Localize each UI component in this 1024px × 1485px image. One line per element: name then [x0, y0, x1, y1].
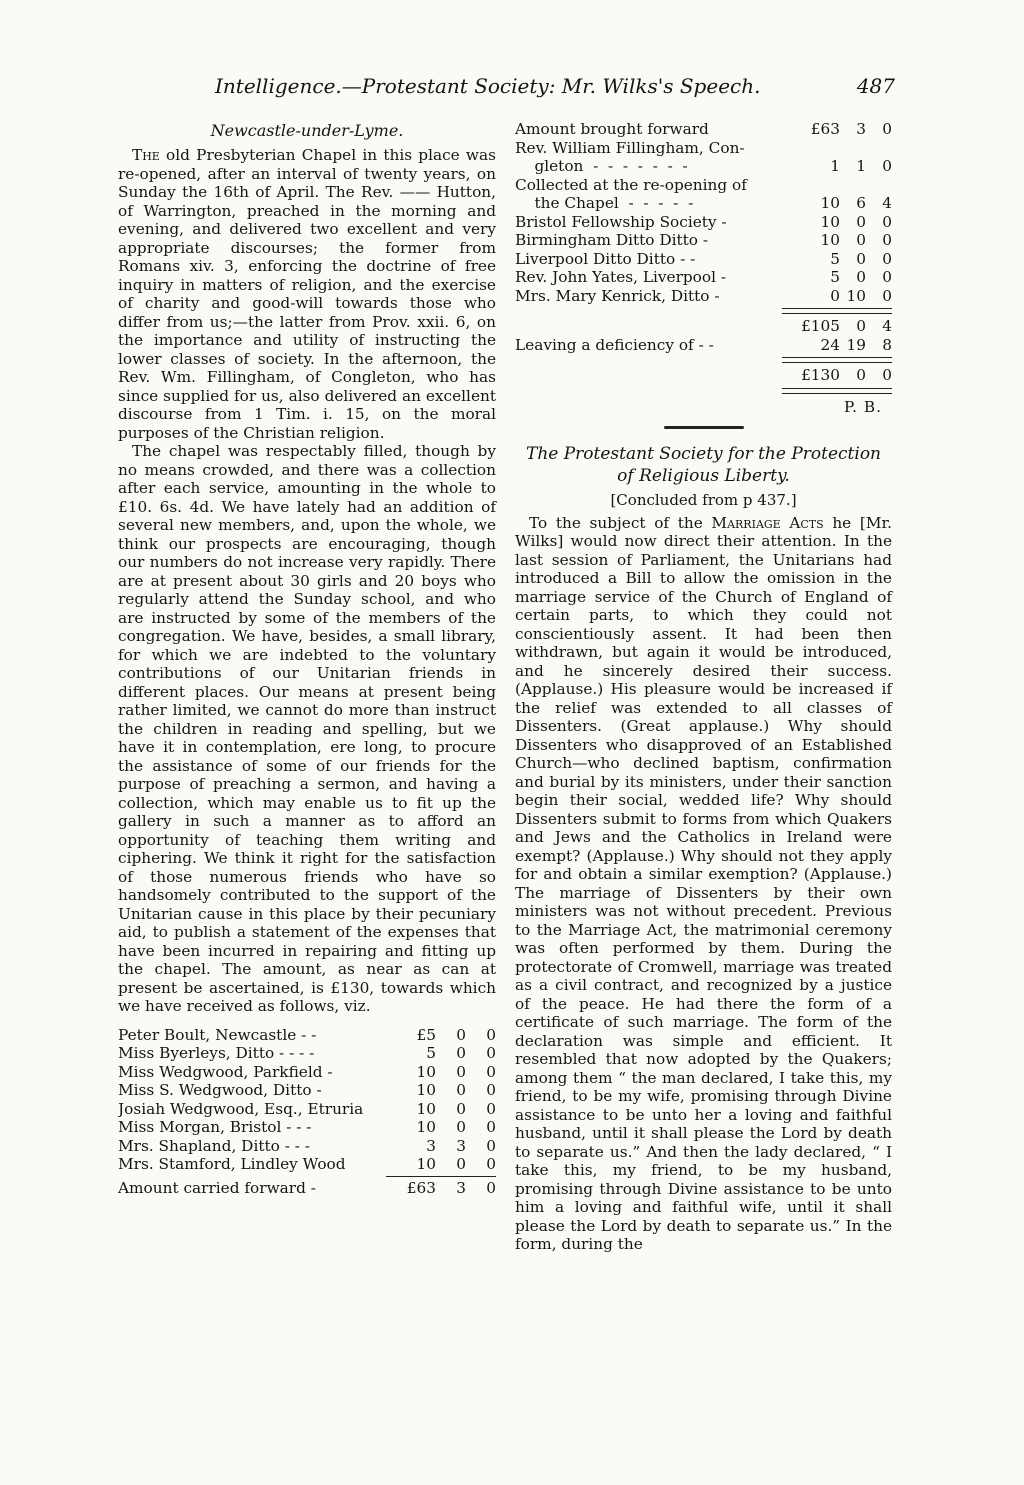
ledger-shillings: 0	[456, 1044, 466, 1062]
page-number: 487	[856, 74, 895, 98]
ledger-row	[118, 1063, 496, 1082]
ledger-pence: 0	[882, 157, 892, 175]
subscription-ledger-continued	[515, 120, 892, 394]
right-column	[515, 120, 892, 1254]
ledger-name: Leaving a deficiency of - -	[515, 335, 714, 354]
ledger-shillings: 0	[856, 212, 866, 231]
ledger-row	[118, 1044, 496, 1063]
ledger-name: Miss Byerleys, Ditto - - - -	[118, 1044, 315, 1062]
ledger-pence: 0	[486, 1178, 496, 1197]
ledger-shillings: 3	[856, 120, 866, 138]
ledger-pence: 0	[882, 120, 892, 138]
ledger-name: Mrs. Shapland, Ditto - - -	[118, 1136, 310, 1155]
paragraph	[118, 146, 496, 442]
ledger-row	[515, 157, 892, 176]
ledger-pounds: £105	[801, 317, 840, 335]
ledger-shillings: 0	[856, 231, 866, 249]
ledger-pounds: 24	[820, 335, 840, 354]
ledger-pounds: 10	[416, 1099, 436, 1118]
ledger-shillings: 0	[456, 1025, 466, 1044]
ledger-shillings: 3	[456, 1136, 466, 1155]
ledger-pounds: £5	[416, 1025, 436, 1044]
concluded-note: [Concluded from p 437.]	[610, 490, 797, 509]
ledger-name: Mrs. Mary Kenrick, Ditto -	[515, 286, 720, 305]
sum-rule	[386, 1176, 496, 1177]
ledger-name: Mrs. Stamford, Lindley Wood	[118, 1155, 346, 1173]
paragraph-text: old Presbyterian Chapel in this place was re-opened, after an interval of twenty years, on Sunday the 16th of April. The Rev. —— Hutton, of Warrington, preached in the morning and evening, and delivered two excellent and very appropriate discourses; the former from Romans xiv. 3, enforcing the doctrine of free inquiry in matters of religion, and the exercise of charity and good-will towards those who differ from us;—the latter from Prov. xxii. 6, on the importance and utility of instructing the lower classes of society. In the afternoon, the Rev. Wm. Fillingham, of Congleton, who has since supplied for us, also delivered an excellent discourse from 1 Tim. i. 15, on the moral purposes of the Christian religion.	[118, 146, 496, 442]
ledger-pounds: 10	[416, 1081, 436, 1099]
ledger-pence: 0	[882, 268, 892, 286]
ledger-pounds: 5	[426, 1044, 436, 1062]
section-title-newcastle: Newcastle-under-Lyme.	[210, 121, 404, 140]
ledger-row	[118, 1081, 496, 1100]
sum-rule	[782, 357, 892, 363]
ledger-name: Liverpool Ditto Ditto - -	[515, 249, 696, 268]
paragraph-text: he [Mr. Wilks] would now direct their attention. In the last session of Parliament, the Unitarians had introduced a Bill to allow the omission in the marriage service of the Church of England of certain parts, to which they could not conscientiously assent. It had been then withdrawn, but again it would be introduced, and he sincerely desired their success. (Applause.) His pleasure would be increased if the relief was extended to all classes of Dissenters. (Great applause.) Why should Dissenters who disapproved of an Established Church—who declined baptism, confirmation and burial by its ministers, under their sanction begin their social, wedded life? Why should Dissenters submit to forms from which Quakers and Jews and the Catholics in Ireland were exempt? (Applause.) Why should not they apply for and obtain a similar exemption? (Applause.) The marriage of Dissenters by their own ministers was not without precedent. Previous to the Marriage Act, the matrimonial ceremony was often performed by them. During the protectorate of Cromwell, marriage was treated as a civil contract, and recognized by a justice of the peace. He had there the form of a certificate of such marriage. The form of the declaration was simple and efficient. It resembled that now adopted by the Quakers; among them “ the man declared, I take this, my friend, to be my wife, promising through Divine assistance to be unto her a loving and faithful husband, until it shall please the Lord by death to separate us.” And then the lady declared, “ I take this, my friend, to be my husband, promising through Divine assistance to be unto him a loving and faithful wife, until it shall please the Lord by death to separate us.” In the form, during the	[515, 513, 893, 1253]
ledger-carried-row	[118, 1179, 496, 1198]
ledger-pounds: 5	[830, 249, 840, 268]
ledger-name: Amount brought forward	[515, 120, 709, 138]
smallcaps-text: Marriage Acts	[711, 513, 824, 532]
ledger-row	[515, 268, 892, 287]
ledger-row	[515, 176, 892, 195]
ledger-name: Josiah Wedgwood, Esq., Etruria	[118, 1099, 364, 1118]
ledger-row	[118, 1118, 496, 1137]
ledger-pounds: 10	[820, 194, 840, 212]
ledger-name: Collected at the re-opening of	[515, 175, 747, 194]
ledger-shillings: 19	[846, 335, 866, 354]
lead-word: The	[132, 146, 160, 164]
page-header	[215, 74, 895, 104]
ledger-shillings: 10	[846, 286, 866, 305]
ledger-pounds: 1	[830, 157, 840, 175]
ledger-pence: 0	[882, 212, 892, 231]
ledger-pence: 0	[882, 286, 892, 305]
ledger-shillings: 6	[856, 194, 866, 212]
ledger-row	[118, 1100, 496, 1119]
ledger-row	[515, 231, 892, 250]
ledger-shillings: 0	[456, 1062, 466, 1081]
ledger-total-row	[515, 366, 892, 385]
ledger-pence: 0	[486, 1044, 496, 1062]
ledger-pounds: £63	[406, 1178, 436, 1197]
ledger-name: Amount carried forward -	[118, 1178, 316, 1197]
ledger-row	[515, 287, 892, 306]
ledger-row	[515, 213, 892, 232]
ledger-pence: 0	[486, 1081, 496, 1099]
ledger-pence: 0	[486, 1062, 496, 1081]
ledger-row	[118, 1155, 496, 1174]
ledger-shillings: 0	[456, 1081, 466, 1099]
ledger-shillings: 0	[456, 1155, 466, 1173]
sum-rule	[782, 308, 892, 314]
ledger-name: Miss S. Wedgwood, Ditto -	[118, 1081, 322, 1099]
ledger-subtotal-row	[515, 317, 892, 336]
ledger-row	[118, 1026, 496, 1045]
ledger-name: Miss Morgan, Bristol - - -	[118, 1118, 312, 1136]
left-column	[118, 120, 496, 1197]
ledger-name: Rev. William Fillingham, Con-	[515, 138, 745, 157]
ledger-pounds: £130	[801, 366, 840, 384]
ledger-pence: 0	[882, 249, 892, 268]
section-divider	[664, 426, 744, 429]
ledger-pence: 0	[882, 231, 892, 249]
running-title: Intelligence.—Protestant Society: Mr. Wilks's Speech.	[215, 74, 761, 98]
ledger-deficiency-row	[515, 336, 892, 355]
ledger-pence: 0	[486, 1099, 496, 1118]
ledger-shillings: 0	[856, 366, 866, 384]
ledger-shillings: 0	[856, 317, 866, 335]
paragraph: The chapel was respectably filled, though by no means crowded, and there was a collection after each service, amounting in the whole to £10. 6s. 4d. We have lately had an addition of several new members, and, upon the whole, we think our prospects are encouraging, though our numbers do not increase very rapidly. There are at present about 30 girls and 20 boys who regularly attend the Sunday school, and who are instructed by some of the members of the congregation. We have, besides, a small library, for which we are indebted to the voluntary contributions of our Unitarian friends in different places. Our means at present being rather limited, we cannot do more than instruct the children in reading and spelling, but we have it in contemplation, ere long, to procure the assistance of some of our friends for the purpose of preaching a sermon, and having a collection, which may enable us to fit up the gallery in such a manner as to afford an opportunity of teaching them writing and ciphering. We think it right for the satisfaction of those numerous friends who have so handsomely contributed to the support of the Unitarian cause in this place by their pecuniary aid, to publish a statement of the expenses that have been incurred in repairing and fitting up the chapel. The amount, as near as can at present be ascertained, is £130, towards which we have received as follows, viz.	[118, 442, 496, 1015]
ledger-shillings: 0	[456, 1118, 466, 1136]
ledger-pounds: 0	[830, 286, 840, 305]
ledger-name: gleton - - - - - - -	[515, 157, 688, 175]
ledger-pounds: 5	[830, 268, 840, 286]
ledger-shillings: 1	[856, 157, 866, 175]
ledger-row	[515, 194, 892, 213]
ledger-pence: 0	[486, 1118, 496, 1136]
subscription-ledger	[118, 1026, 496, 1198]
paragraph	[515, 514, 892, 1254]
ledger-pence: 4	[882, 317, 892, 335]
ledger-name: Peter Boult, Newcastle - -	[118, 1025, 317, 1044]
ledger-pence: 0	[486, 1136, 496, 1155]
ledger-pounds: 10	[820, 231, 840, 249]
ledger-pence: 0	[486, 1155, 496, 1173]
ledger-pence: 0	[486, 1025, 496, 1044]
lead-text: To the subject of the	[529, 513, 712, 532]
ledger-row	[118, 1137, 496, 1156]
ledger-pence: 0	[882, 366, 892, 384]
ledger-shillings: 3	[456, 1178, 466, 1197]
ledger-name: Rev. John Yates, Liverpool -	[515, 268, 727, 286]
ledger-row	[515, 250, 892, 269]
ledger-name: Bristol Fellowship Society -	[515, 212, 727, 231]
ledger-shillings: 0	[856, 249, 866, 268]
ledger-name: Birmingham Ditto Ditto -	[515, 231, 709, 249]
ledger-name: the Chapel - - - - -	[515, 194, 694, 212]
signature-initials: P. B.	[843, 397, 882, 416]
ledger-pounds: 3	[426, 1136, 436, 1155]
ledger-pence: 8	[882, 335, 892, 354]
ledger-row	[515, 120, 892, 139]
ledger-pounds: 10	[416, 1155, 436, 1173]
ledger-shillings: 0	[856, 268, 866, 286]
ledger-name: Miss Wedgwood, Parkfield -	[118, 1062, 333, 1081]
article-title: The Protestant Society for the Protection of Religious Liberty.	[525, 443, 882, 486]
sum-rule	[782, 388, 892, 394]
ledger-pence: 4	[882, 194, 892, 212]
ledger-shillings: 0	[456, 1099, 466, 1118]
ledger-row	[515, 139, 892, 158]
ledger-pounds: 10	[820, 212, 840, 231]
ledger-pounds: 10	[416, 1062, 436, 1081]
ledger-pounds: 10	[416, 1118, 436, 1136]
ledger-pounds: £63	[810, 120, 840, 138]
